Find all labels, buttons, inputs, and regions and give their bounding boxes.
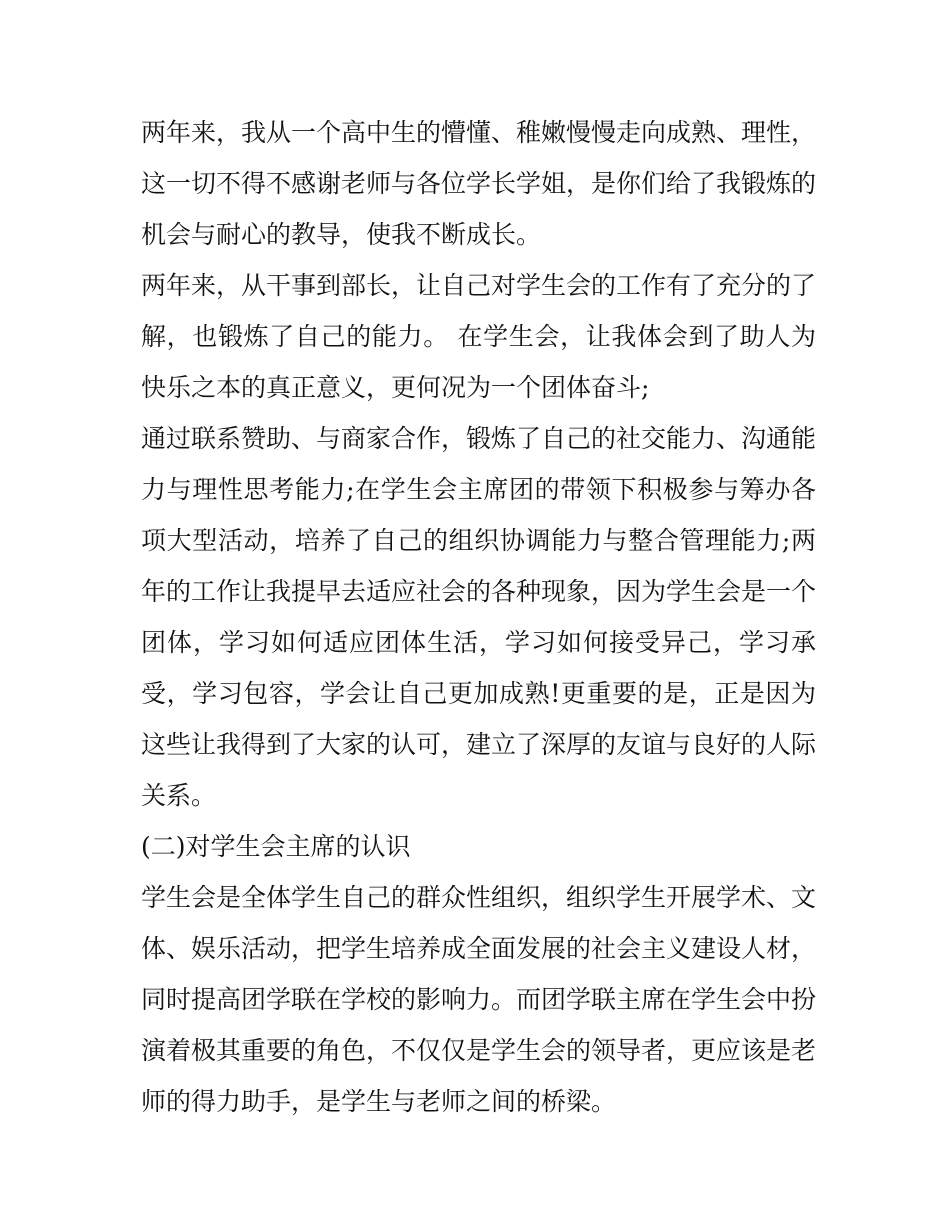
document-body [141,107,816,1127]
paragraph-abilities: 通过联系赞助、与商家合作，锻炼了自己的社交能力、沟通能力与理性思考能力;在学生会主席团的带领下积极参与筹办各项大型活动，培养了自己的组织协调能力与整合管理能力;两年的工作让我提早去适应社会的各种现象，因为学生会是一个团体，学习如何适应团体生活，学习如何接受异己，学习承受，学习包容，学会让自己更加成熟!更重要的是，正是因为这些让我得到了大家的认可，建立了深厚的友谊与良好的人际关系。 [141,424,817,810]
paragraph-gratitude: 两年来，我从一个高中生的懵懂、稚嫩慢慢走向成熟、理性，这一切不得不感谢老师与各位学长学姐，是你们给了我锻炼的机会与耐心的教导，使我不断成长。 [141,118,817,249]
section-heading: (二)对学生会主席的认识 [141,832,411,861]
paragraph-role-of-chairman: 学生会是全体学生自己的群众性组织，组织学生开展学术、文体、娱乐活动，把学生培养成全面发展的社会主义建设人材，同时提高团学联在学校的影响力。而团学联主席在学生会中扮演着极其重要的角色，不仅仅是学生会的领导者，更应该是老师的得力助手，是学生与老师之间的桥梁。 [141,883,817,1116]
paragraph-experience: 两年来，从干事到部长，让自己对学生会的工作有了充分的了解，也锻炼了自己的能力。 在学生会，让我体会到了助人为快乐之本的真正意义，更何况为一个团体奋斗; [141,271,817,402]
